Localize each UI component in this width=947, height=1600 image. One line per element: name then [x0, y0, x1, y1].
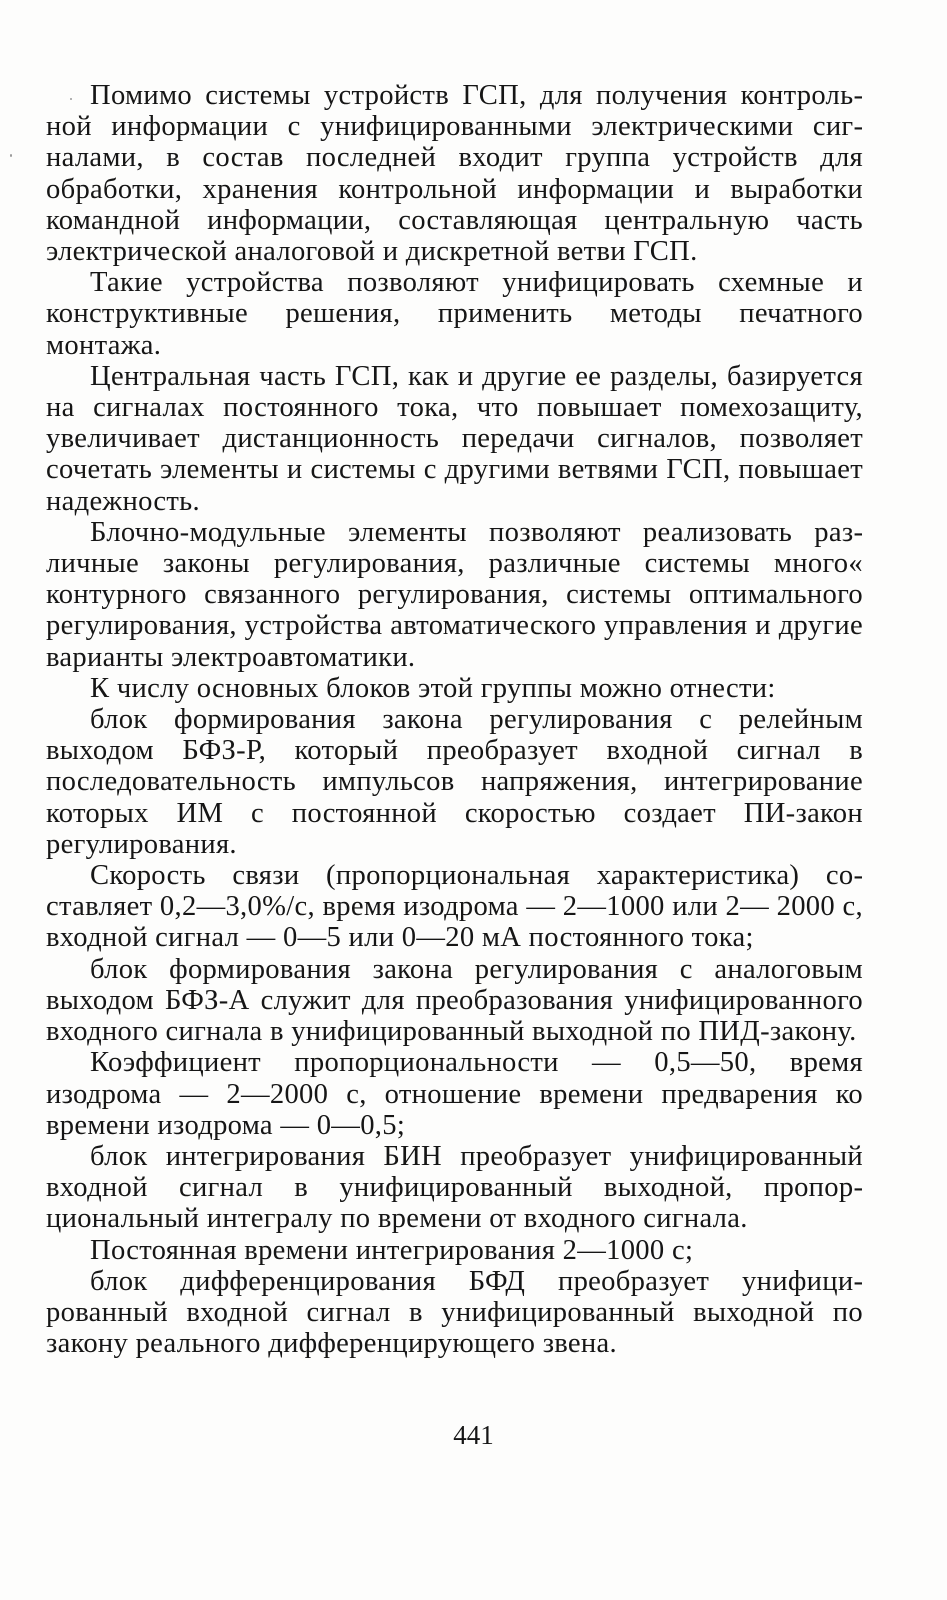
- paragraph-1: Помимо системы устройств ГСП, для получения контрольной информации с унифицированными электрическими сигналами, в состав последней входит группа устройств для обработки, хранения контрольной информации и выработки командной информации, составляющая центральную часть электрической аналоговой и дискретной ветви ГСП.: [46, 80, 863, 268]
- scan-speck: [10, 154, 12, 157]
- body-text: [46, 80, 863, 1359]
- paragraph-6: блок формирования закона регулирования с релейным выходом БФЗ-Р, который преобразует входной сигнал в последовательность импульсов напряжения, интегрирование которых ИМ с постоянной скоростью создает ПИ-закон регулирования.: [46, 704, 863, 860]
- paragraph-12: блок дифференцирования БФД преобразует унифицированный входной сигнал в унифицированный выходной по закону реального дифференцирующего звена.: [46, 1265, 863, 1360]
- paragraph-8: блок формирования закона регулирования с аналоговым выходом БФЗ-А служит для преобразования унифицированного входного сигнала в унифицированный выходной по ПИД-закону.: [46, 953, 863, 1048]
- paragraph-9: Коэффициент пропорциональности — 0,5—50, время изодрома — 2—2000 с, отношение времени предварения ко времени изодрома — 0—0,5;: [46, 1047, 863, 1141]
- page-number: 441: [453, 1420, 494, 1450]
- paragraph-10: блок интегрирования БИН преобразует унифицированный входной сигнал в унифицированный выходной, пропорциональный интегралу по времени от входного сигнала.: [46, 1140, 863, 1235]
- paragraph-3: Центральная часть ГСП, как и другие ее разделы, базируется на сигналах постоянного тока, что повышает помехозащиту, увеличивает дистанционность передачи сигналов, позволяет сочетать элементы и системы с другими ветвями ГСП, повышает надежность.: [46, 360, 863, 517]
- paragraph-7: Скорость связи (пропорциональная характеристика) составляет 0,2—3,0%/с, время изодрома — 2—1000 или 2— 2000 с, входной сигнал — 0—5 или 0—20 мА постоянного тока;: [46, 860, 863, 954]
- paragraph-2: Такие устройства позволяют унифицировать схемные и конструктивные решения, применить методы печатного монтажа.: [46, 267, 863, 361]
- paragraph-11: Постоянная времени интегрирования 2—1000 с;: [90, 1234, 694, 1266]
- paragraph-4: Блочно-модульные элементы позволяют реализовать различные законы регулирования, различные системы много« контурного связанного регулирования, системы оптимального регулирования, устройства автоматического управления и другие варианты электроавтоматики.: [46, 516, 863, 673]
- paragraph-5: К числу основных блоков этой группы можно отнести:: [90, 672, 776, 704]
